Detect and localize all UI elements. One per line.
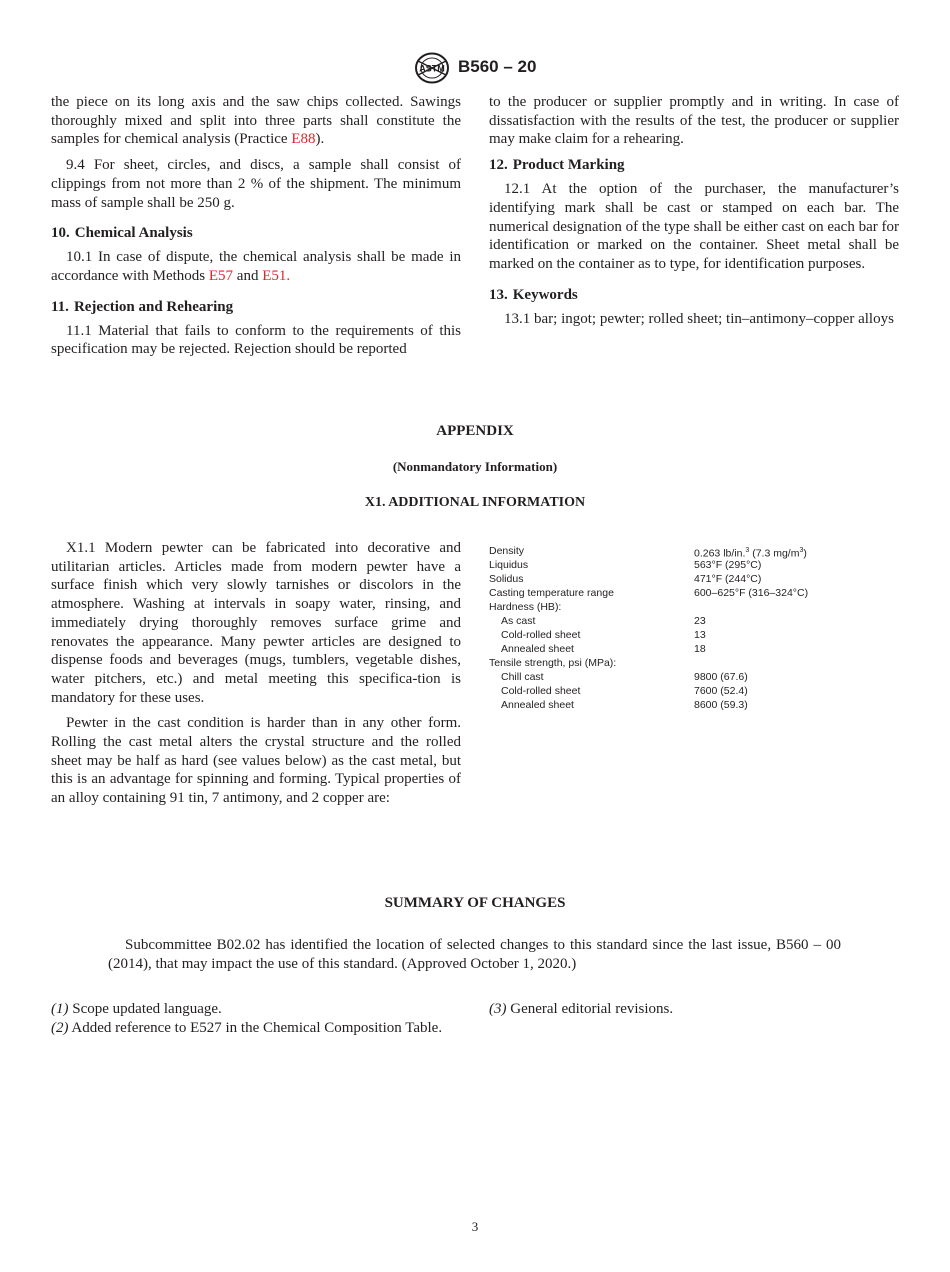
property-row: [489, 586, 899, 600]
property-label: Casting temperature range: [489, 587, 614, 599]
property-label: Tensile strength, psi (MPa):: [489, 657, 617, 669]
change-item-3: (3) General editorial revisions.: [489, 1001, 674, 1017]
ref-e57-link[interactable]: E57: [208, 267, 234, 284]
property-row: [489, 670, 899, 684]
ref-e88-link[interactable]: E88: [291, 131, 316, 148]
heading-section-13: 13. Keywords: [489, 286, 578, 303]
paragraph-9-4: 9.4 For sheet, circles, and discs, a sample shall consist of clippings from not more than 2 % of the shipment. The minimum mass of sample shall be 250 g.: [51, 157, 461, 211]
property-group-hardness: [489, 600, 899, 614]
property-label: Annealed sheet: [501, 643, 574, 655]
property-value: 7600 (52.4): [694, 685, 748, 697]
ref-e51-link[interactable]: E51.: [262, 267, 291, 284]
property-label: Cold-rolled sheet: [501, 629, 581, 641]
heading-section-12: 12. Product Marking: [489, 157, 625, 174]
property-value: 0.263 lb/in.$^3$ (7.3 $mg/m^3$): [694, 547, 807, 560]
summary-body: Subcommittee B02.02 has identified the location of selected changes to this standard since the last issue, B560 – 00 (2014), that may impact the use of this standard. (Approved October 1, 2020.): [108, 937, 841, 972]
paragraph-x1-1-b: Pewter in the cast condition is harder than in any other form. Rolling the cast metal alters the crystal structure and the rolled sheet may be half as hard (see values below) as the cast metal, but this is an advantage for spinning and forming. Typical properties of an alloy containing 91 tin, 7 antimony, and 2 copper are:: [51, 715, 461, 807]
property-row: [489, 558, 899, 572]
paragraph-11-1: 11.1 Material that fails to conform to the requirements of this specification may be rejected. Rejection should be reported: [51, 322, 461, 358]
property-row: [489, 614, 899, 628]
property-row-density: [489, 544, 899, 558]
left-column: [51, 93, 461, 359]
page-header: [0, 52, 950, 84]
property-label: As cast: [501, 615, 536, 627]
property-row: [489, 698, 899, 712]
astm-logo-icon: [414, 52, 450, 84]
change-item-1: (1) Scope updated language.: [51, 1001, 222, 1017]
property-value: 13: [694, 629, 706, 641]
paragraph-12-1: 12.1 At the option of the purchaser, the manufacturer’s identifying mark shall be cast or stamped on each bar. The numerical designation of the type shall be either cast on each bar for identification or marked on the container. Sheet metal shall be marked on the container as to type, for identification purposes.: [489, 181, 899, 272]
property-value: 471°F (244°C): [694, 573, 762, 585]
property-value: 8600 (59.3): [694, 699, 748, 711]
property-value: 18: [694, 643, 706, 655]
property-value: 9800 (67.6): [694, 671, 748, 683]
property-label: Annealed sheet: [501, 699, 574, 711]
property-label: Solidus: [489, 573, 524, 585]
heading-section-11: 11. Rejection and Rehearing: [51, 298, 234, 315]
paragraph-10-1: 10.1 In case of dispute, the chemical analysis shall be made in accordance with Methods E57 and E51.: [51, 249, 461, 284]
paragraph-x1-1: X1.1 Modern pewter can be fabricated into decorative and utilitarian articles. Articles made from modern pewter have a surface finish which very slowly tarnishes or discolors in the atmosphere. Washing at intervals in soapy water, rinsing, and immediately drying thoroughly removes surface grime and renovates the appearance. Many pewter articles are designed to dispense foods and beverages (mugs, tumblers, vegetable dishes, water pitchers, etc.) and metal meeting this specifica-tion is mandatory for these uses.: [51, 540, 461, 706]
appendix-title: APPENDIX: [436, 423, 514, 439]
property-label: Liquidus: [489, 559, 529, 571]
property-row: [489, 642, 899, 656]
property-value: 563°F (295°C): [694, 559, 762, 571]
property-row: [489, 684, 899, 698]
appendix-text: [51, 539, 461, 808]
property-label: Hardness (HB):: [489, 601, 562, 613]
paragraph-13-1: 13.1 bar; ingot; pewter; rolled sheet; tin–antimony–copper alloys: [504, 310, 894, 327]
appendix-section-title: X1. ADDITIONAL INFORMATION: [364, 495, 586, 510]
property-label: Cold-rolled sheet: [501, 685, 581, 697]
property-group-tensile: [489, 656, 899, 670]
property-label: Chill cast: [501, 671, 544, 683]
summary-title: SUMMARY OF CHANGES: [384, 895, 566, 911]
document-designation: B560 – 20: [458, 57, 537, 76]
page-number: 3: [471, 1219, 479, 1234]
right-column: [489, 93, 899, 328]
property-label: Density: [489, 545, 525, 557]
appendix-subtitle: (Nonmandatory Information): [392, 459, 558, 474]
heading-section-10: 10. Chemical Analysis: [51, 225, 193, 242]
property-value: 600–625°F (316–324°C): [694, 587, 809, 599]
property-value: 23: [694, 615, 706, 627]
svg-text:ASTM: ASTM: [419, 63, 445, 74]
property-row: [489, 572, 899, 586]
properties-table: [489, 544, 899, 712]
paragraph-11-1-continued: to the producer or supplier promptly and in writing. In case of dissatisfaction with the results of the test, the producer or supplier may make claim for a rehearing.: [489, 94, 899, 148]
change-item-2: (2) Added reference to E527 in the Chemical Composition Table.: [51, 1019, 443, 1036]
property-row: [489, 628, 899, 642]
changes-list-right: [489, 1000, 899, 1019]
changes-list-left: [51, 1000, 461, 1037]
paragraph-9-3-continued: the piece on its long axis and the saw chips collected. Sawings thoroughly mixed and split into three parts shall constitute the samples for chemical analysis (Practice E88).: [51, 94, 461, 148]
